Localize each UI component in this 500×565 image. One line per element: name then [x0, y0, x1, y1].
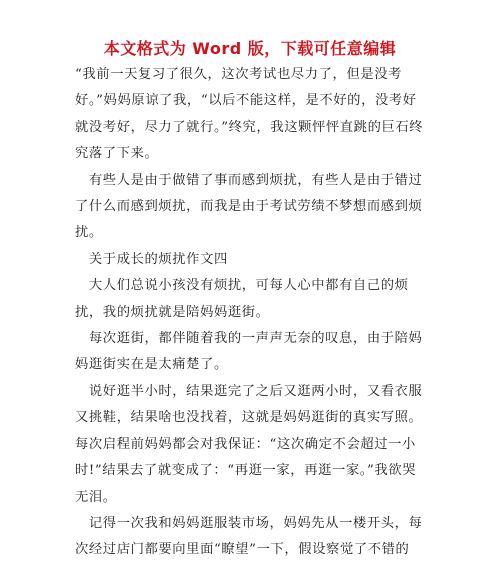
document-body — [75, 62, 437, 564]
paragraph — [75, 379, 437, 511]
text-line: 妈逛街实在是太痛楚了。 — [75, 357, 228, 373]
document-banner: 本文格式为 Word 版，下载可任意编辑 — [103, 39, 397, 58]
text-line: 无泪。 — [75, 489, 117, 505]
text-line: 又挑鞋，结果啥也没找着，这就是妈妈逛街的真实写照。 — [75, 410, 423, 426]
text-line: 大人们总说小孩没有烦扰，可每人心中都有自己的烦 — [75, 278, 409, 294]
text-line: 次经过店门都要向里面“瞭望”一下，假设察觉了不错的 — [75, 542, 410, 558]
text-line: 扰。 — [75, 225, 103, 241]
text-line: 时!”结果去了就变成了：“再逛一家，再逛一家。”我欲哭 — [75, 463, 417, 479]
text-line: 就没考好，尽力了就行。”终究，我这颗怦怦直跳的巨石终 — [75, 119, 424, 135]
paragraph — [75, 62, 437, 168]
text-line: 了什么而感到烦扰，而我是由于考试劳绩不梦想而感到烦 — [75, 199, 423, 215]
text-line: 究落了下来。 — [75, 146, 159, 162]
text-line: 每次启程前妈妈都会对我保证：“这次确定不会超过一小 — [75, 436, 416, 452]
text-line: “我前一天复习了很久，这次考试也尽力了，但是没考 — [75, 67, 403, 82]
paragraph — [75, 273, 437, 326]
text-line: 说好逛半小时，结果逛完了之后又逛两小时，又看衣服 — [75, 383, 423, 399]
text-line: 扰，我的烦扰就是陪妈妈逛街。 — [75, 304, 270, 320]
text-line: 关于成长的烦扰作文四 — [75, 251, 228, 267]
text-line: 记得一次我和妈妈逛服装市场，妈妈先从一楼开头，每 — [75, 515, 423, 531]
paragraph — [75, 511, 437, 564]
section-heading — [75, 247, 437, 273]
text-line: 每次逛街，都伴随着我的一声声无奈的叹息，由于陪妈 — [75, 331, 423, 347]
text-line: 有些人是由于做错了事而感到烦扰，有些人是由于错过 — [75, 172, 423, 188]
text-line: 好。”妈妈原谅了我，“以后不能这样，是不好的，没考好 — [75, 93, 417, 109]
paragraph — [75, 168, 437, 247]
paragraph — [75, 326, 437, 379]
